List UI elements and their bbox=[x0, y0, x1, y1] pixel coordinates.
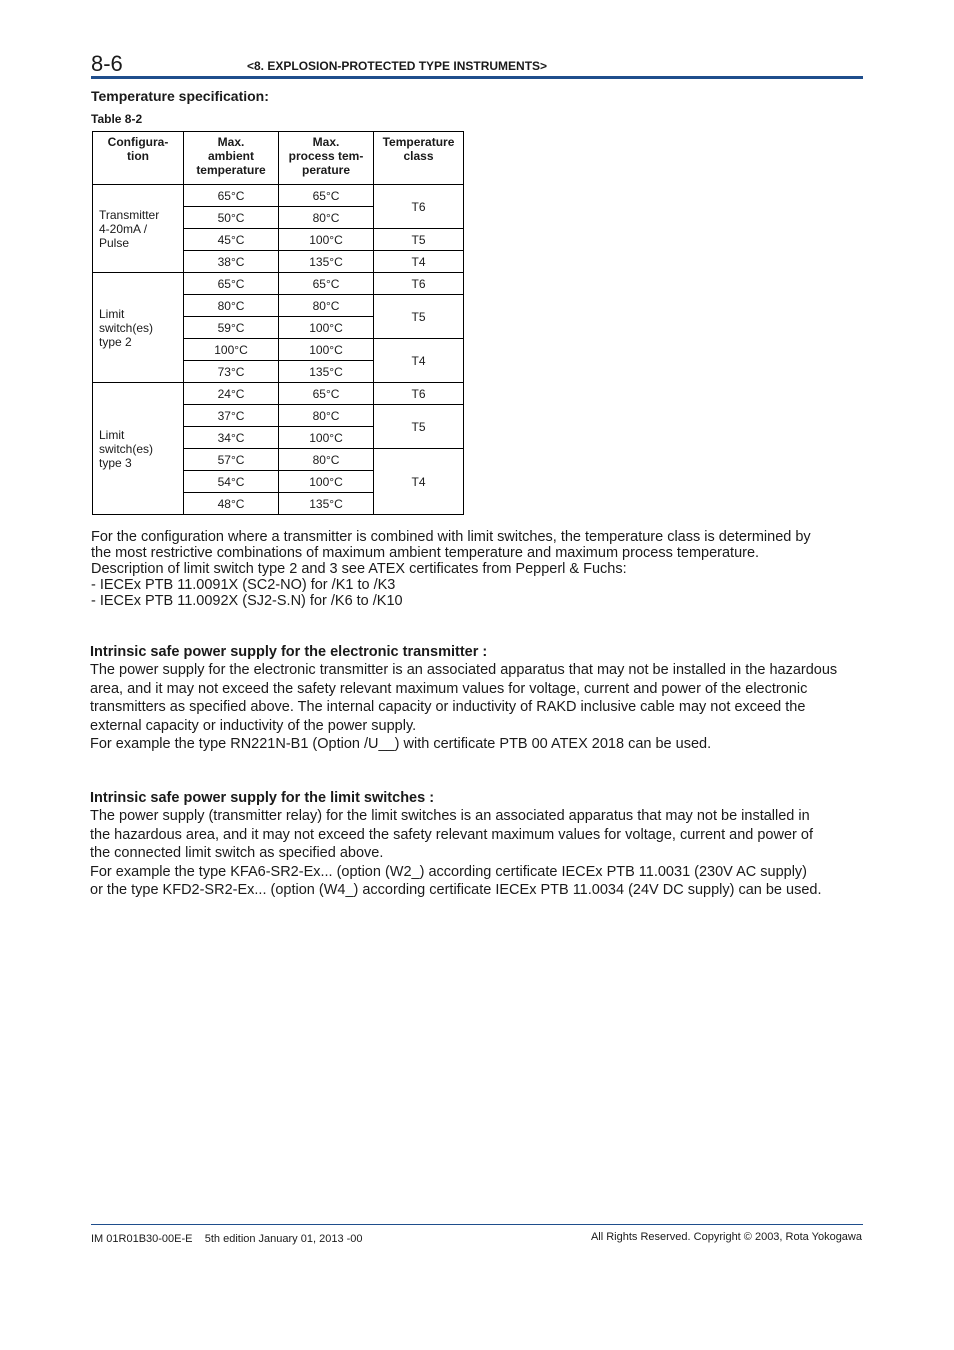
configuration-line: switch(es) bbox=[99, 441, 154, 456]
configuration-line: 4-20mA / bbox=[99, 221, 148, 236]
temperature-class-cell: T6 bbox=[374, 383, 464, 405]
ambient-temperature-cell: 57°C bbox=[184, 449, 279, 471]
ambient-temperature-cell: 80°C bbox=[184, 295, 279, 317]
process-temperature-cell: 80°C bbox=[279, 405, 374, 427]
note-line: - IECEx PTB 11.0092X (SJ2-S.N) for /K6 to /K10 bbox=[91, 593, 403, 609]
configuration-line: type 3 bbox=[99, 455, 132, 470]
process-temperature-cell: 135°C bbox=[279, 493, 374, 515]
page-header bbox=[91, 52, 863, 78]
header-rule bbox=[91, 76, 863, 79]
ambient-temperature-cell: 59°C bbox=[184, 317, 279, 339]
temperature-spec-table bbox=[92, 131, 464, 515]
configuration-line: Pulse bbox=[99, 235, 130, 250]
process-temperature-cell: 100°C bbox=[279, 471, 374, 493]
header-configuration: Configura- tion bbox=[93, 132, 184, 185]
section-title: Temperature specification: bbox=[91, 88, 269, 104]
paragraph-line: the hazardous area, and it may not exceed the safety relevant maximum values for voltage, current and power of bbox=[90, 826, 813, 843]
transmitter-power-supply-section bbox=[90, 643, 865, 753]
paragraph-line: external capacity or inductivity of the power supply. bbox=[90, 717, 417, 734]
process-temperature-cell: 80°C bbox=[279, 449, 374, 471]
table-row bbox=[93, 273, 464, 295]
temperature-class-cell: T6 bbox=[374, 273, 464, 295]
chapter-title: <8. EXPLOSION-PROTECTED TYPE INSTRUMENTS> bbox=[247, 59, 548, 73]
table-row bbox=[93, 383, 464, 405]
table-body bbox=[93, 185, 464, 515]
temperature-class-cell: T5 bbox=[374, 405, 464, 449]
table-caption: Table 8-2 bbox=[91, 112, 143, 126]
table-header-row bbox=[93, 132, 464, 185]
configuration-line: switch(es) bbox=[99, 320, 154, 335]
paragraph-line: For example the type RN221N-B1 (Option /U__) with certificate PTB 00 ATEX 2018 can be used. bbox=[90, 736, 712, 753]
page-number: 8-6 bbox=[91, 51, 123, 76]
process-temperature-cell: 65°C bbox=[279, 383, 374, 405]
ambient-temperature-cell: 34°C bbox=[184, 427, 279, 449]
paragraph-line: transmitters as specified above. The internal capacity or inductivity of RAKD inclusive cable may not exceed the bbox=[90, 699, 806, 716]
paragraph-line: or the type KFD2-SR2-Ex... (option (W4_) according certificate IECEx PTB 11.0034 (24V DC supply) can be used. bbox=[90, 882, 822, 899]
header-max-ambient-temperature: Max. ambient temperature bbox=[184, 132, 279, 185]
header-temperature-class: Temperature class bbox=[374, 132, 464, 185]
note-line: - IECEx PTB 11.0091X (SC2-NO) for /K1 to /K3 bbox=[91, 577, 396, 593]
note-line: For the configuration where a transmitter is combined with limit switches, the temperature class is determined by bbox=[91, 529, 811, 545]
ambient-temperature-cell: 65°C bbox=[184, 185, 279, 207]
temperature-class-cell: T6 bbox=[374, 185, 464, 229]
paragraph-line: area, and it may not exceed the safety relevant maximum values for voltage, current and power of the electronic bbox=[90, 680, 808, 697]
process-temperature-cell: 135°C bbox=[279, 361, 374, 383]
configuration-line: type 2 bbox=[99, 334, 132, 349]
section-heading: Intrinsic safe power supply for the electronic transmitter : bbox=[90, 644, 488, 660]
note-line: the most restrictive combinations of maximum ambient temperature and maximum process temperature. bbox=[91, 545, 760, 561]
ambient-temperature-cell: 37°C bbox=[184, 405, 279, 427]
configuration-line: Limit bbox=[99, 306, 125, 321]
configuration-line: Limit bbox=[99, 427, 125, 442]
note-line: Description of limit switch type 2 and 3 see ATEX certificates from Pepperl & Fuchs: bbox=[91, 561, 627, 577]
process-temperature-cell: 135°C bbox=[279, 251, 374, 273]
paragraph-line: For example the type KFA6-SR2-Ex... (option (W2_) according certificate IECEx PTB 11.0031 (230V AC supply) bbox=[90, 863, 807, 880]
ambient-temperature-cell: 54°C bbox=[184, 471, 279, 493]
temperature-class-cell: T5 bbox=[374, 229, 464, 251]
process-temperature-cell: 80°C bbox=[279, 295, 374, 317]
footer-copyright: All Rights Reserved. Copyright © 2003, Rota Yokogawa bbox=[590, 1231, 862, 1243]
process-temperature-cell: 100°C bbox=[279, 317, 374, 339]
configuration-line: Transmitter bbox=[99, 207, 160, 222]
header-max-process-temperature: Max. process tem- perature bbox=[279, 132, 374, 185]
doc-id: IM 01R01B30-00E-E bbox=[91, 1233, 193, 1245]
process-temperature-cell: 65°C bbox=[279, 273, 374, 295]
table-row bbox=[93, 185, 464, 207]
footer-doc-info bbox=[91, 1233, 363, 1246]
process-temperature-cell: 100°C bbox=[279, 229, 374, 251]
process-temperature-cell: 100°C bbox=[279, 427, 374, 449]
configuration-note bbox=[91, 529, 861, 609]
temperature-class-cell: T5 bbox=[374, 295, 464, 339]
paragraph-line: The power supply (transmitter relay) for the limit switches is an associated apparatus that may not be installed in bbox=[90, 808, 810, 825]
paragraph-line: the connected limit switch as specified above. bbox=[90, 845, 384, 862]
ambient-temperature-cell: 24°C bbox=[184, 383, 279, 405]
temperature-class-cell: T4 bbox=[374, 251, 464, 273]
paragraph-line: The power supply for the electronic transmitter is an associated apparatus that may not be installed in the hazardous bbox=[90, 662, 838, 679]
ambient-temperature-cell: 45°C bbox=[184, 229, 279, 251]
ambient-temperature-cell: 50°C bbox=[184, 207, 279, 229]
process-temperature-cell: 80°C bbox=[279, 207, 374, 229]
configuration-cell bbox=[93, 273, 184, 383]
section-heading: Intrinsic safe power supply for the limit switches : bbox=[90, 790, 435, 806]
temperature-class-cell: T4 bbox=[374, 449, 464, 515]
ambient-temperature-cell: 65°C bbox=[184, 273, 279, 295]
configuration-cell bbox=[93, 383, 184, 515]
footer-rule bbox=[91, 1224, 863, 1225]
ambient-temperature-cell: 100°C bbox=[184, 339, 279, 361]
ambient-temperature-cell: 38°C bbox=[184, 251, 279, 273]
edition: 5th edition January 01, 2013 -00 bbox=[204, 1233, 363, 1245]
ambient-temperature-cell: 73°C bbox=[184, 361, 279, 383]
process-temperature-cell: 100°C bbox=[279, 339, 374, 361]
ambient-temperature-cell: 48°C bbox=[184, 493, 279, 515]
limit-switch-power-supply-section bbox=[90, 789, 865, 899]
configuration-cell bbox=[93, 185, 184, 273]
process-temperature-cell: 65°C bbox=[279, 185, 374, 207]
temperature-class-cell: T4 bbox=[374, 339, 464, 383]
